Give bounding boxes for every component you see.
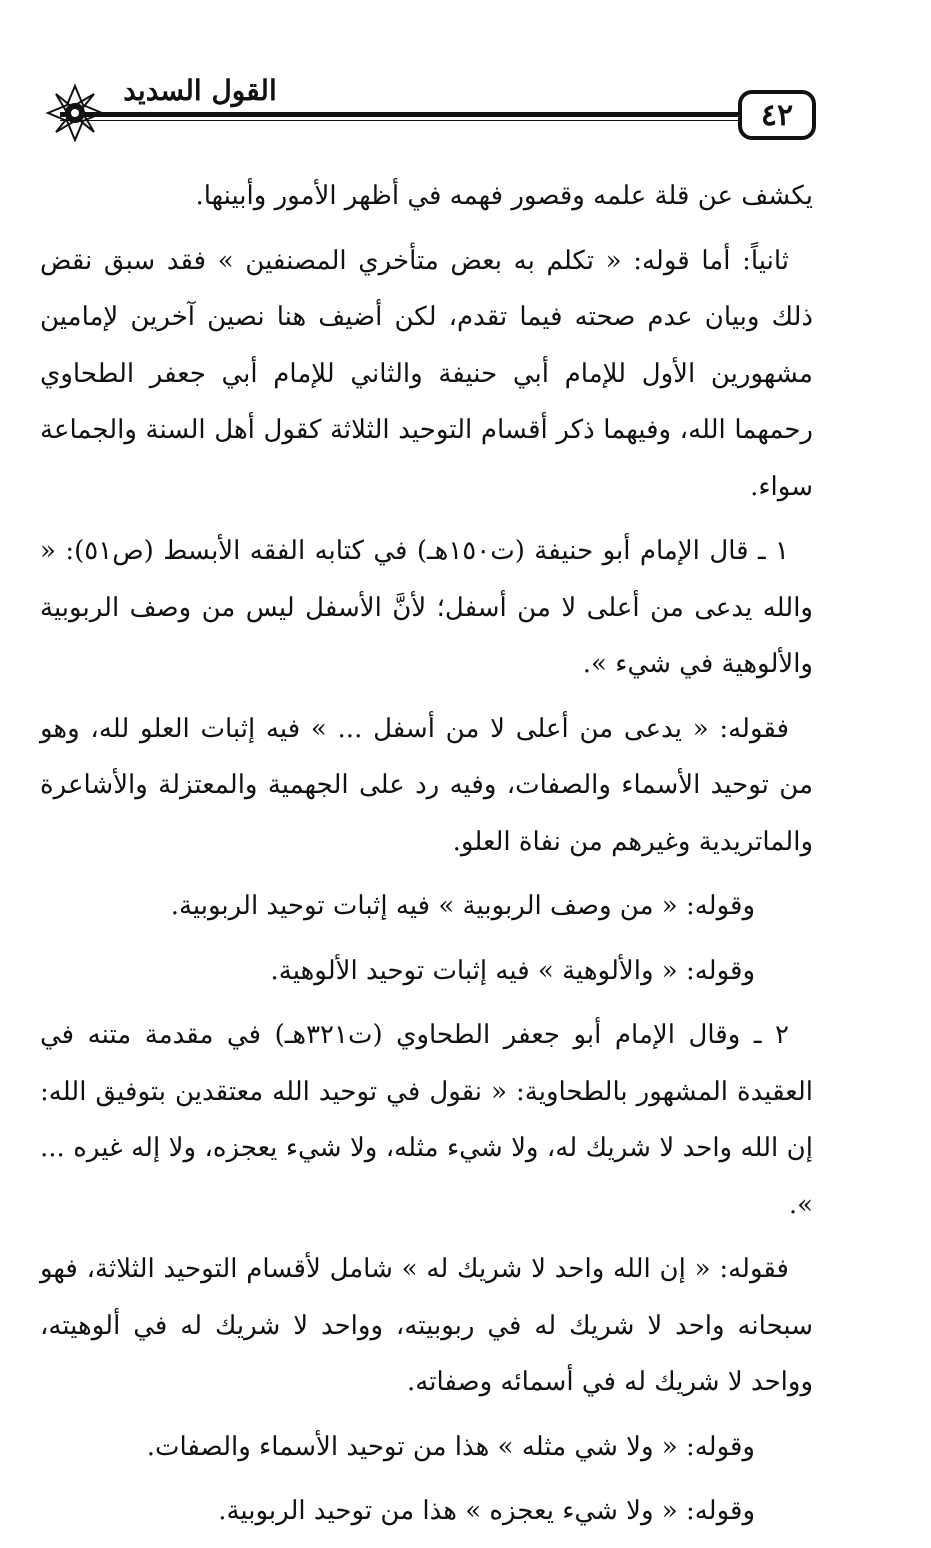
paragraph-tahawi-quote: ٢ ـ وقال الإمام أبو جعفر الطحاوي (ت٣٢١هـ) في مقدمة متنه في العقيدة المشهور بالطحاوية: « نقول في توحيد الله معتقدين بتوفيق الله: إن الله واحد لا شريك له، ولا شيء مثله، ولا شيء يعجزه، ولا إله غيره ... ».	[40, 1020, 813, 1220]
paragraph-intro: يكشف عن قلة علمه وقصور فهمه في أظهر الأمور وأبينها.	[195, 181, 813, 211]
header-rule-thin	[60, 120, 740, 121]
page-header	[0, 0, 931, 160]
paragraph-uluw-commentary: فقوله: « يدعى من أعلى لا من أسفل ... » فيه إثبات العلو لله، وهو من توحيد الأسماء والصفات، وفيه رد على الجهمية والمعتزلة والأشاعرة والماتريدية وغيرهم من نفاة العلو.	[40, 713, 813, 857]
paragraph-tawhid-commentary: فقوله: « إن الله واحد لا شريك له » شامل لأقسام التوحيد الثلاثة، فهو سبحانه واحد لا شريك له في ربوبيته، وواحد لا شريك له في ألوهيته، وواحد لا شريك له في أسمائه وصفاته.	[40, 1254, 813, 1397]
paragraph-second-point: ثانياً: أما قوله: « تكلم به بعض متأخري المصنفين » فقد سبق نقض ذلك وبيان عدم صحته فيما تقدم، لكن أضيف هنا نصين آخرين لإمامين مشهورين الأول للإمام أبي حنيفة والثاني للإمام أبي جعفر الطحاوي رحمهما الله، وفيهما ذكر أقسام التوحيد الثلاثة كقول أهل السنة والجماعة سواء.	[40, 245, 813, 502]
paragraph-asma-sifat: وقوله: « ولا شي مثله » هذا من توحيد الأسماء والصفات.	[146, 1431, 755, 1462]
paragraph-abu-hanifa-quote: ١ ـ قال الإمام أبو حنيفة (ت١٥٠هـ) في كتابه الفقه الأبسط (ص٥١): « والله يدعى من أعلى لا من أسفل؛ لأنَّ الأسفل ليس من وصف الربوبية والألوهية في شيء ».	[40, 536, 813, 679]
paragraph-rububiyya-2: وقوله: « ولا شيء يعجزه » هذا من توحيد الربوبية.	[218, 1496, 755, 1526]
page-number: ٤٢	[738, 90, 816, 140]
paragraph-uluhiyya: وقوله: « والألوهية » فيه إثبات توحيد الألوهية.	[270, 955, 755, 986]
ornament-icon	[38, 82, 112, 144]
page-body	[40, 168, 813, 1548]
paragraph-rububiyya: وقوله: « من وصف الربوبية » فيه إثبات توحيد الربوبية.	[170, 891, 755, 921]
book-title: القول السديد	[123, 74, 277, 107]
